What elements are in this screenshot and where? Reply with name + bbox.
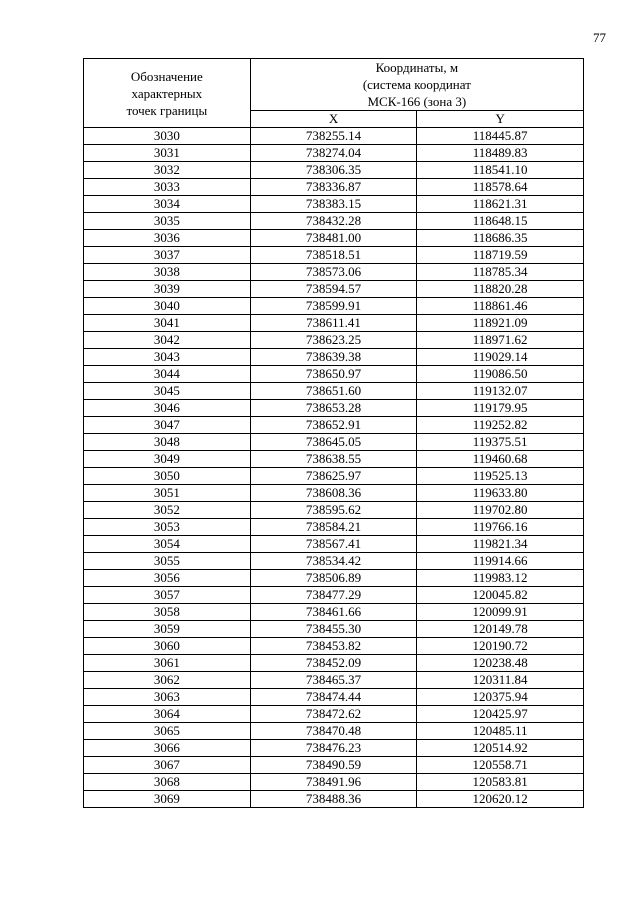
x-coordinate-cell: 738595.62 [250, 502, 417, 519]
header-coords-line: Координаты, м [375, 60, 459, 75]
x-coordinate-cell: 738452.09 [250, 655, 417, 672]
table-row [84, 145, 584, 162]
table-row [84, 349, 584, 366]
point-id-cell: 3035 [84, 213, 251, 230]
y-coordinate-cell: 118820.28 [417, 281, 584, 298]
point-designation-header [84, 59, 251, 128]
table-row [84, 383, 584, 400]
table-row [84, 706, 584, 723]
y-coordinate-cell: 119179.95 [417, 400, 584, 417]
x-coordinate-cell: 738470.48 [250, 723, 417, 740]
table-row [84, 281, 584, 298]
table-row [84, 485, 584, 502]
table-row [84, 655, 584, 672]
y-coordinate-cell: 119983.12 [417, 570, 584, 587]
y-coordinate-cell: 119525.13 [417, 468, 584, 485]
table-row [84, 553, 584, 570]
x-coordinate-cell: 738638.55 [250, 451, 417, 468]
page-number: 77 [593, 30, 606, 45]
point-id-cell: 3055 [84, 553, 251, 570]
x-coordinate-cell: 738534.42 [250, 553, 417, 570]
point-id-cell: 3048 [84, 434, 251, 451]
y-coordinate-cell: 120099.91 [417, 604, 584, 621]
point-id-cell: 3065 [84, 723, 251, 740]
x-coordinate-cell: 738652.91 [250, 417, 417, 434]
table-row [84, 570, 584, 587]
point-id-cell: 3038 [84, 264, 251, 281]
y-coordinate-cell: 118861.46 [417, 298, 584, 315]
y-coordinate-cell: 120620.12 [417, 791, 584, 808]
table-row [84, 689, 584, 706]
x-coordinate-cell: 738477.29 [250, 587, 417, 604]
y-coordinate-cell: 118921.09 [417, 315, 584, 332]
table-row [84, 757, 584, 774]
table-row [84, 298, 584, 315]
point-id-cell: 3062 [84, 672, 251, 689]
point-id-cell: 3046 [84, 400, 251, 417]
table-row [84, 247, 584, 264]
y-coordinate-cell: 118719.59 [417, 247, 584, 264]
table-row [84, 264, 584, 281]
table-row [84, 774, 584, 791]
x-coordinate-cell: 738488.36 [250, 791, 417, 808]
point-id-cell: 3052 [84, 502, 251, 519]
point-id-cell: 3034 [84, 196, 251, 213]
x-coordinate-cell: 738623.25 [250, 332, 417, 349]
x-coordinate-cell: 738594.57 [250, 281, 417, 298]
point-id-cell: 3053 [84, 519, 251, 536]
y-coordinate-cell: 118648.15 [417, 213, 584, 230]
table-row [84, 468, 584, 485]
point-id-cell: 3036 [84, 230, 251, 247]
y-coordinate-cell: 120425.97 [417, 706, 584, 723]
y-coordinate-cell: 120149.78 [417, 621, 584, 638]
table-row [84, 536, 584, 553]
y-coordinate-cell: 119460.68 [417, 451, 584, 468]
point-id-cell: 3050 [84, 468, 251, 485]
header-label-line: Обозначение [130, 68, 203, 84]
x-coordinate-cell: 738608.36 [250, 485, 417, 502]
header-label-line: характерных [131, 85, 203, 101]
y-coordinate-cell: 119766.16 [417, 519, 584, 536]
y-coordinate-cell: 120583.81 [417, 774, 584, 791]
point-id-cell: 3058 [84, 604, 251, 621]
table-row [84, 587, 584, 604]
x-coordinate-cell: 738465.37 [250, 672, 417, 689]
table-row [84, 128, 584, 145]
table-row [84, 162, 584, 179]
y-coordinate-cell: 119252.82 [417, 417, 584, 434]
x-coordinate-cell: 738651.60 [250, 383, 417, 400]
x-coordinate-cell: 738650.97 [250, 366, 417, 383]
point-id-cell: 3056 [84, 570, 251, 587]
y-column-header: Y [417, 111, 584, 128]
point-id-cell: 3033 [84, 179, 251, 196]
y-coordinate-cell: 119821.34 [417, 536, 584, 553]
point-id-cell: 3069 [84, 791, 251, 808]
x-coordinate-cell: 738474.44 [250, 689, 417, 706]
y-coordinate-cell: 119702.80 [417, 502, 584, 519]
point-id-cell: 3032 [84, 162, 251, 179]
table-row [84, 213, 584, 230]
table-row [84, 332, 584, 349]
table-row [84, 604, 584, 621]
table-row [84, 672, 584, 689]
point-id-cell: 3045 [84, 383, 251, 400]
x-coordinate-cell: 738584.21 [250, 519, 417, 536]
point-id-cell: 3030 [84, 128, 251, 145]
point-id-cell: 3051 [84, 485, 251, 502]
y-coordinate-cell: 119029.14 [417, 349, 584, 366]
table-row [84, 451, 584, 468]
point-id-cell: 3060 [84, 638, 251, 655]
point-id-cell: 3067 [84, 757, 251, 774]
table-row [84, 791, 584, 808]
point-id-cell: 3031 [84, 145, 251, 162]
x-coordinate-cell: 738306.35 [250, 162, 417, 179]
point-id-cell: 3039 [84, 281, 251, 298]
x-coordinate-cell: 738455.30 [250, 621, 417, 638]
y-coordinate-cell: 118541.10 [417, 162, 584, 179]
point-id-cell: 3042 [84, 332, 251, 349]
point-id-cell: 3041 [84, 315, 251, 332]
table-row [84, 179, 584, 196]
x-coordinate-cell: 738653.28 [250, 400, 417, 417]
x-coordinate-cell: 738461.66 [250, 604, 417, 621]
table-row [84, 366, 584, 383]
y-coordinate-cell: 118578.64 [417, 179, 584, 196]
point-id-cell: 3040 [84, 298, 251, 315]
y-coordinate-cell: 118621.31 [417, 196, 584, 213]
y-coordinate-cell: 120485.11 [417, 723, 584, 740]
table-row [84, 417, 584, 434]
y-coordinate-cell: 119132.07 [417, 383, 584, 400]
x-coordinate-cell: 738518.51 [250, 247, 417, 264]
table-row [84, 400, 584, 417]
x-coordinate-cell: 738573.06 [250, 264, 417, 281]
point-id-cell: 3064 [84, 706, 251, 723]
table-row [84, 740, 584, 757]
x-coordinate-cell: 738639.38 [250, 349, 417, 366]
point-id-cell: 3043 [84, 349, 251, 366]
table-row [84, 723, 584, 740]
y-coordinate-cell: 120375.94 [417, 689, 584, 706]
y-coordinate-cell: 120045.82 [417, 587, 584, 604]
x-coordinate-cell: 738599.91 [250, 298, 417, 315]
table-row [84, 230, 584, 247]
point-id-cell: 3068 [84, 774, 251, 791]
point-id-cell: 3054 [84, 536, 251, 553]
table-row [84, 315, 584, 332]
point-id-cell: 3059 [84, 621, 251, 638]
y-coordinate-cell: 120514.92 [417, 740, 584, 757]
point-id-cell: 3066 [84, 740, 251, 757]
coordinates-table [83, 58, 584, 808]
point-id-cell: 3063 [84, 689, 251, 706]
x-coordinate-cell: 738490.59 [250, 757, 417, 774]
y-coordinate-cell: 120190.72 [417, 638, 584, 655]
x-coordinate-cell: 738491.96 [250, 774, 417, 791]
x-coordinate-cell: 738255.14 [250, 128, 417, 145]
y-coordinate-cell: 118686.35 [417, 230, 584, 247]
table-row [84, 196, 584, 213]
y-coordinate-cell: 119086.50 [417, 366, 584, 383]
header-coords-line: МСК-166 (зона 3) [367, 94, 467, 109]
point-id-cell: 3049 [84, 451, 251, 468]
point-id-cell: 3044 [84, 366, 251, 383]
x-column-header: X [250, 111, 417, 128]
x-coordinate-cell: 738432.28 [250, 213, 417, 230]
table-row [84, 519, 584, 536]
y-coordinate-cell: 118489.83 [417, 145, 584, 162]
table-body [84, 128, 584, 808]
y-coordinate-cell: 120311.84 [417, 672, 584, 689]
x-coordinate-cell: 738336.87 [250, 179, 417, 196]
coordinates-header [250, 59, 583, 111]
y-coordinate-cell: 119633.80 [417, 485, 584, 502]
table-row [84, 502, 584, 519]
x-coordinate-cell: 738274.04 [250, 145, 417, 162]
x-coordinate-cell: 738645.05 [250, 434, 417, 451]
header-label-line: точек границы [126, 102, 208, 118]
point-id-cell: 3057 [84, 587, 251, 604]
point-id-cell: 3037 [84, 247, 251, 264]
point-id-cell: 3047 [84, 417, 251, 434]
y-coordinate-cell: 118971.62 [417, 332, 584, 349]
x-coordinate-cell: 738567.41 [250, 536, 417, 553]
x-coordinate-cell: 738611.41 [250, 315, 417, 332]
y-coordinate-cell: 118785.34 [417, 264, 584, 281]
header-coords-line: (система координат [362, 77, 471, 92]
x-coordinate-cell: 738453.82 [250, 638, 417, 655]
y-coordinate-cell: 120558.71 [417, 757, 584, 774]
y-coordinate-cell: 120238.48 [417, 655, 584, 672]
y-coordinate-cell: 118445.87 [417, 128, 584, 145]
x-coordinate-cell: 738476.23 [250, 740, 417, 757]
x-coordinate-cell: 738506.89 [250, 570, 417, 587]
y-coordinate-cell: 119914.66 [417, 553, 584, 570]
table-row [84, 621, 584, 638]
table-row [84, 638, 584, 655]
x-coordinate-cell: 738625.97 [250, 468, 417, 485]
table-row [84, 434, 584, 451]
y-coordinate-cell: 119375.51 [417, 434, 584, 451]
x-coordinate-cell: 738383.15 [250, 196, 417, 213]
x-coordinate-cell: 738472.62 [250, 706, 417, 723]
x-coordinate-cell: 738481.00 [250, 230, 417, 247]
point-id-cell: 3061 [84, 655, 251, 672]
